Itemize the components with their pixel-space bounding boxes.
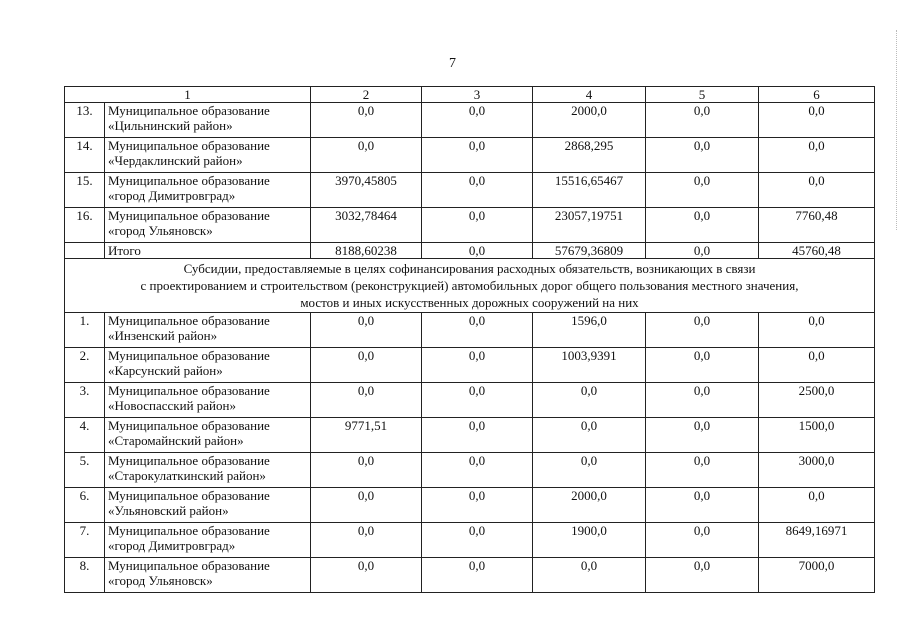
value-col-4: 0,0 <box>533 453 646 488</box>
value-col-4: 1900,0 <box>533 523 646 558</box>
total-col-3: 0,0 <box>422 243 533 259</box>
section-title <box>65 259 875 313</box>
municipality-name <box>105 523 311 558</box>
name-line-2: «город Ульяновск» <box>108 573 213 588</box>
municipality-name <box>105 173 311 208</box>
name-line-2: «Цильнинский район» <box>108 118 233 133</box>
section-title-line-1: Субсидии, предоставляемые в целях софинансирования расходных обязательств, возникающих в связи <box>183 261 756 276</box>
municipality-name <box>105 208 311 243</box>
section-title-row <box>65 259 875 313</box>
row-number: 14. <box>65 138 105 173</box>
name-line-1: Муниципальное образование <box>108 138 270 153</box>
row-number: 5. <box>65 453 105 488</box>
name-line-2: «Новоспасский район» <box>108 398 236 413</box>
value-col-6: 2500,0 <box>759 383 875 418</box>
section-title-line-3: мостов и иных искусственных дорожных сооружений на них <box>300 295 639 310</box>
value-col-2: 0,0 <box>311 488 422 523</box>
header-cell-3: 3 <box>422 87 533 103</box>
name-line-1: Муниципальное образование <box>108 103 270 118</box>
page-number: 7 <box>449 56 456 71</box>
total-label: Итого <box>105 243 311 259</box>
name-line-1: Муниципальное образование <box>108 558 270 573</box>
value-col-6: 0,0 <box>759 313 875 348</box>
header-cell-1: 1 <box>65 87 311 103</box>
table-row <box>65 523 875 558</box>
section-title-line-2: с проектированием и строительством (реконструкцией) автомобильных дорог общего пользования местного значения, <box>140 278 799 293</box>
name-line-2: «Чердаклинский район» <box>108 153 243 168</box>
value-col-5: 0,0 <box>646 173 759 208</box>
name-line-1: Муниципальное образование <box>108 523 270 538</box>
value-col-3: 0,0 <box>422 173 533 208</box>
total-col-2: 8188,60238 <box>311 243 422 259</box>
value-col-4: 1003,9391 <box>533 348 646 383</box>
value-col-2: 0,0 <box>311 313 422 348</box>
header-cell-4: 4 <box>533 87 646 103</box>
value-col-3: 0,0 <box>422 418 533 453</box>
name-line-1: Муниципальное образование <box>108 418 270 433</box>
value-col-2: 0,0 <box>311 453 422 488</box>
value-col-2: 3032,78464 <box>311 208 422 243</box>
value-col-6: 0,0 <box>759 173 875 208</box>
value-col-6: 1500,0 <box>759 418 875 453</box>
name-line-2: «город Ульяновск» <box>108 223 213 238</box>
value-col-5: 0,0 <box>646 453 759 488</box>
row-number: 3. <box>65 383 105 418</box>
value-col-5: 0,0 <box>646 208 759 243</box>
value-col-2: 0,0 <box>311 383 422 418</box>
municipality-name <box>105 453 311 488</box>
row-number: 4. <box>65 418 105 453</box>
value-col-4: 0,0 <box>533 383 646 418</box>
value-col-2: 9771,51 <box>311 418 422 453</box>
table-row <box>65 348 875 383</box>
municipality-name <box>105 348 311 383</box>
value-col-3: 0,0 <box>422 383 533 418</box>
name-line-1: Муниципальное образование <box>108 208 270 223</box>
value-col-2: 0,0 <box>311 138 422 173</box>
value-col-5: 0,0 <box>646 383 759 418</box>
value-col-5: 0,0 <box>646 418 759 453</box>
table-row <box>65 138 875 173</box>
municipality-name <box>105 103 311 138</box>
value-col-5: 0,0 <box>646 558 759 593</box>
municipality-name <box>105 418 311 453</box>
total-row <box>65 243 875 259</box>
value-col-4: 1596,0 <box>533 313 646 348</box>
value-col-6: 0,0 <box>759 348 875 383</box>
value-col-5: 0,0 <box>646 313 759 348</box>
header-cell-5: 5 <box>646 87 759 103</box>
municipality-name <box>105 313 311 348</box>
value-col-2: 0,0 <box>311 523 422 558</box>
value-col-4: 2868,295 <box>533 138 646 173</box>
value-col-3: 0,0 <box>422 558 533 593</box>
value-col-5: 0,0 <box>646 488 759 523</box>
row-number: 7. <box>65 523 105 558</box>
name-line-2: «город Димитровград» <box>108 538 236 553</box>
row-number: 13. <box>65 103 105 138</box>
value-col-3: 0,0 <box>422 488 533 523</box>
value-col-6: 8649,16971 <box>759 523 875 558</box>
value-col-6: 7760,48 <box>759 208 875 243</box>
table-row <box>65 313 875 348</box>
row-number: 8. <box>65 558 105 593</box>
value-col-2: 0,0 <box>311 348 422 383</box>
table-row <box>65 383 875 418</box>
municipality-name <box>105 558 311 593</box>
value-col-3: 0,0 <box>422 348 533 383</box>
name-line-2: «Ульяновский район» <box>108 503 229 518</box>
margin-marks <box>894 30 897 230</box>
name-line-1: Муниципальное образование <box>108 313 270 328</box>
name-line-1: Муниципальное образование <box>108 383 270 398</box>
name-line-2: «город Димитровград» <box>108 188 236 203</box>
value-col-5: 0,0 <box>646 138 759 173</box>
municipality-name <box>105 488 311 523</box>
name-line-1: Муниципальное образование <box>108 173 270 188</box>
value-col-4: 2000,0 <box>533 103 646 138</box>
value-col-3: 0,0 <box>422 103 533 138</box>
table-row <box>65 488 875 523</box>
value-col-4: 0,0 <box>533 418 646 453</box>
value-col-5: 0,0 <box>646 523 759 558</box>
value-col-3: 0,0 <box>422 208 533 243</box>
value-col-3: 0,0 <box>422 313 533 348</box>
row-number: 16. <box>65 208 105 243</box>
name-line-1: Муниципальное образование <box>108 488 270 503</box>
total-col-6: 45760,48 <box>759 243 875 259</box>
value-col-6: 3000,0 <box>759 453 875 488</box>
name-line-2: «Старокулаткинский район» <box>108 468 266 483</box>
value-col-5: 0,0 <box>646 103 759 138</box>
name-line-2: «Старомайнский район» <box>108 433 244 448</box>
subsidy-table <box>64 86 875 593</box>
row-number: 1. <box>65 313 105 348</box>
value-col-2: 0,0 <box>311 558 422 593</box>
name-line-2: «Инзенский район» <box>108 328 218 343</box>
municipality-name <box>105 383 311 418</box>
value-col-6: 0,0 <box>759 488 875 523</box>
table-row <box>65 453 875 488</box>
value-col-4: 0,0 <box>533 558 646 593</box>
header-cell-6: 6 <box>759 87 875 103</box>
total-col-5: 0,0 <box>646 243 759 259</box>
subsidy-table-wrapper <box>64 86 874 593</box>
value-col-3: 0,0 <box>422 138 533 173</box>
table-row <box>65 558 875 593</box>
row-number: 2. <box>65 348 105 383</box>
value-col-6: 7000,0 <box>759 558 875 593</box>
value-col-3: 0,0 <box>422 523 533 558</box>
value-col-5: 0,0 <box>646 348 759 383</box>
value-col-6: 0,0 <box>759 103 875 138</box>
value-col-2: 3970,45805 <box>311 173 422 208</box>
total-number-cell <box>65 243 105 259</box>
header-row <box>65 87 875 103</box>
header-cell-2: 2 <box>311 87 422 103</box>
value-col-6: 0,0 <box>759 138 875 173</box>
value-col-4: 2000,0 <box>533 488 646 523</box>
name-line-2: «Карсунский район» <box>108 363 223 378</box>
table-row <box>65 418 875 453</box>
table-row <box>65 173 875 208</box>
table-row <box>65 208 875 243</box>
total-col-4: 57679,36809 <box>533 243 646 259</box>
row-number: 15. <box>65 173 105 208</box>
value-col-3: 0,0 <box>422 453 533 488</box>
name-line-1: Муниципальное образование <box>108 348 270 363</box>
row-number: 6. <box>65 488 105 523</box>
municipality-name <box>105 138 311 173</box>
value-col-4: 15516,65467 <box>533 173 646 208</box>
value-col-2: 0,0 <box>311 103 422 138</box>
value-col-4: 23057,19751 <box>533 208 646 243</box>
table-row <box>65 103 875 138</box>
name-line-1: Муниципальное образование <box>108 453 270 468</box>
